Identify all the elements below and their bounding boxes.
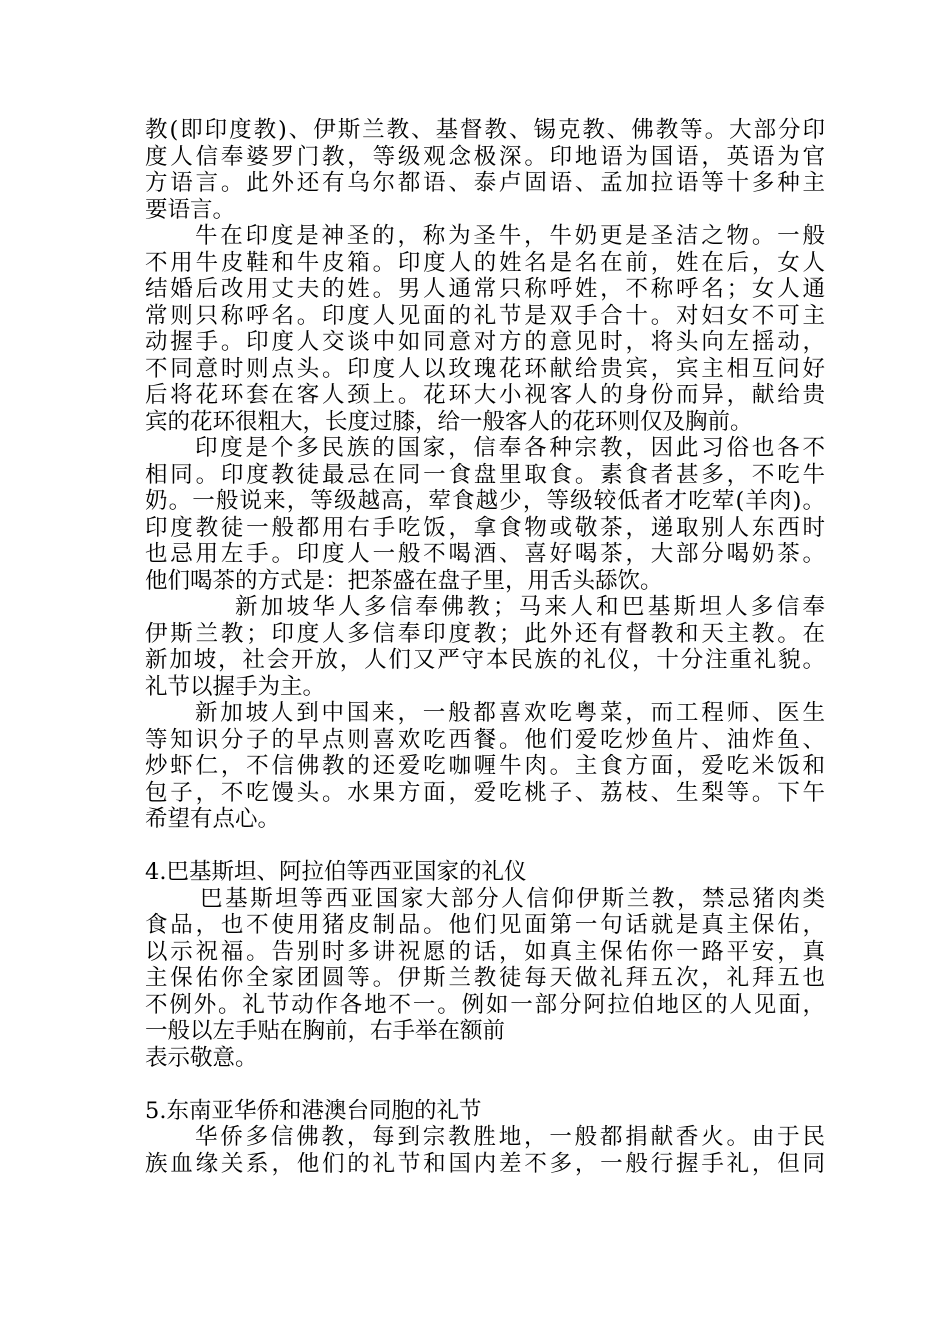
text-line: 也忌用左手。印度人一般不喝酒、喜好喝茶，大部分喝奶茶。 (145, 541, 825, 567)
text-line: 结婚后改用丈夫的姓。男人通常只称呼姓，不称呼名；女人通 (145, 276, 825, 302)
text-line: 希望有点心。 (145, 806, 281, 832)
text-line: 巴基斯坦等西亚国家大部分人信仰伊斯兰教，禁忌猪肉类 (200, 885, 825, 912)
text-line: 度人信奉婆罗门教，等级观念极深。印地语为国语，英语为官 (145, 143, 825, 170)
text-line: 包子，不吃馒头。水果方面，爱吃桃子、荔枝、生梨等。下午 (145, 779, 825, 806)
text-line: 新加坡人到中国来，一般都喜欢吃粤菜，而工程师、医生 (195, 700, 825, 726)
text-line: 不同意时则点头。印度人以玫瑰花环献给贵宾，宾主相互问好 (145, 355, 825, 382)
text-line: 一般以左手贴在胸前，右手举在额前 (145, 1018, 506, 1044)
text-line: 印度教徒一般都用右手吃饭，拿食物或敬茶，递取别人东西时 (145, 514, 825, 541)
text-line: 相同。印度教徒最忌在同一食盘里取食。素食者甚多，不吃牛 (145, 461, 825, 488)
text-line: 不例外。礼节动作各地不一。例如一部分阿拉伯地区的人见面， (145, 991, 825, 1018)
paragraph-religion-language (145, 117, 825, 223)
text-line: 后将花环套在客人颈上。花环大小视客人的身份而异，献给贵 (145, 382, 825, 408)
section-heading: 5.东南亚华侨和港澳台同胞的礼节 (145, 1097, 482, 1124)
text-line: 表示敬意。 (145, 1044, 258, 1071)
text-line: 伊斯兰教；印度人多信奉印度教；此外还有督教和天主教。在 (145, 620, 825, 647)
text-line: 印度是个多民族的国家，信奉各种宗教，因此习俗也各不 (195, 435, 825, 461)
section-overseas-chinese (145, 1098, 825, 1178)
paragraph-sacred-cow (145, 223, 825, 435)
text-line: 族血缘关系，他们的礼节和国内差不多，一般行握手礼，但同 (145, 1150, 825, 1177)
blank-line (145, 833, 825, 860)
paragraph-singapore-religion (145, 594, 825, 700)
paragraph-singapore-food (145, 700, 825, 833)
text-line: 礼节以握手为主。 (145, 673, 326, 700)
text-line: 以示祝福。告别时多讲祝愿的话，如真主保佑你一路平安，真 (145, 938, 825, 965)
text-line: 奶。一般说来，等级越高，荤食越少，等级较低者才吃荤(羊肉)。 (145, 488, 825, 514)
text-line: 不用牛皮鞋和牛皮箱。印度人的姓名是名在前，姓在后，女人 (145, 249, 825, 276)
document-body (145, 117, 825, 1177)
text-line: 动握手。印度人交谈中如同意对方的意见时，将头向左摇动， (145, 329, 825, 355)
text-line: 牛在印度是神圣的，称为圣牛，牛奶更是圣洁之物。一般 (195, 223, 825, 249)
blank-line (145, 1071, 825, 1098)
text-line: 教(即印度教)、伊斯兰教、基督教、锡克教、佛教等。大部分印 (145, 117, 825, 143)
text-line: 主保佑你全家团圆等。伊斯兰教徒每天做礼拜五次，礼拜五也 (145, 965, 825, 991)
text-line: 他们喝茶的方式是：把茶盛在盘子里，用舌头舔饮。 (145, 567, 663, 594)
text-line: 新加坡华人多信奉佛教；马来人和巴基斯坦人多信奉 (235, 594, 825, 620)
text-line: 新加坡，社会开放，人们又严守本民族的礼仪，十分注重礼貌。 (145, 647, 825, 673)
text-line: 常则只称呼名。印度人见面的礼节是双手合十。对妇女不可主 (145, 302, 825, 329)
text-line: 方语言。此外还有乌尔都语、泰卢固语、孟加拉语等十多种主 (145, 170, 825, 196)
text-line: 炒虾仁，不信佛教的还爱吃咖喱牛肉。主食方面，爱吃米饭和 (145, 753, 825, 779)
text-line: 宾的花环很粗大，长度过膝，给一般客人的花环则仅及胸前。 (145, 408, 753, 435)
section-west-asia (145, 859, 825, 1071)
text-line: 要语言。 (145, 196, 236, 223)
paragraph-india-customs (145, 435, 825, 594)
section-heading: 4.巴基斯坦、阿拉伯等西亚国家的礼仪 (145, 859, 527, 885)
text-line: 食品，也不使用猪皮制品。他们见面第一句话就是真主保佑， (145, 912, 825, 938)
text-line: 华侨多信佛教，每到宗教胜地，一般都捐献香火。由于民 (195, 1124, 825, 1150)
text-line: 等知识分子的早点则喜欢吃西餐。他们爱吃炒鱼片、油炸鱼、 (145, 726, 825, 753)
